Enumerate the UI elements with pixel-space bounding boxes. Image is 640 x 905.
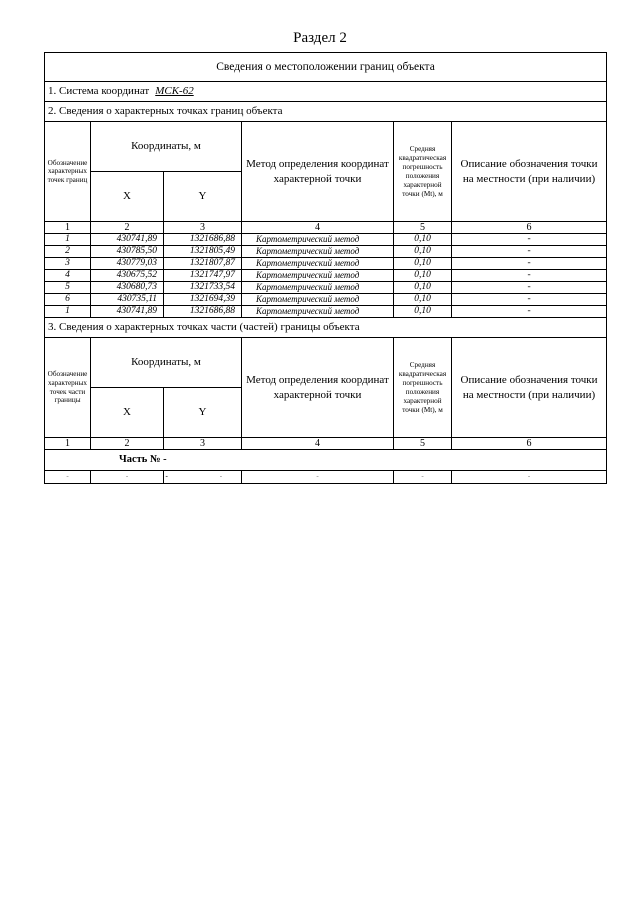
method: Картометрический метод	[242, 258, 394, 270]
column-number: 4	[242, 438, 394, 450]
empty-cell: -	[394, 471, 452, 484]
section2-header-row	[45, 122, 607, 172]
column-number: 5	[394, 222, 452, 234]
coord-x: 430680,73	[91, 282, 164, 294]
section3-col-x: X	[91, 388, 164, 438]
table-row	[45, 234, 607, 246]
description: -	[452, 246, 607, 258]
method: Картометрический метод	[242, 246, 394, 258]
point-number: 1	[45, 234, 91, 246]
empty-cell: -	[45, 471, 91, 484]
section3-title-row	[45, 318, 607, 338]
table-row	[45, 258, 607, 270]
coord-y: 1321805,49	[164, 246, 242, 258]
point-number: 3	[45, 258, 91, 270]
table-row	[45, 246, 607, 258]
coord-x: 430779,03	[91, 258, 164, 270]
coord-system	[45, 82, 607, 102]
section2-column-numbers	[45, 222, 607, 234]
table-title-row	[45, 53, 607, 82]
error-mt: 0,10	[394, 246, 452, 258]
boundary-table	[44, 52, 607, 484]
column-number: 6	[452, 438, 607, 450]
error-mt: 0,10	[394, 258, 452, 270]
section3-col-desc: Описание обозначения точки на местности (при наличии)	[452, 338, 607, 438]
point-number: 5	[45, 282, 91, 294]
column-number: 2	[91, 222, 164, 234]
column-number: 6	[452, 222, 607, 234]
section-heading: Раздел 2	[293, 30, 347, 46]
empty-cell: -	[242, 471, 394, 484]
error-mt: 0,10	[394, 270, 452, 282]
error-mt: 0,10	[394, 234, 452, 246]
coord-x: 430785,50	[91, 246, 164, 258]
coord-y: 1321807,87	[164, 258, 242, 270]
empty-mark: -	[219, 472, 223, 481]
column-number: 3	[164, 222, 242, 234]
section2-col-x: X	[91, 172, 164, 222]
table-row	[45, 294, 607, 306]
empty-cell: -	[452, 471, 607, 484]
coord-x: 430735,11	[91, 294, 164, 306]
section2-col-method: Метод определения координат характерной точки	[242, 122, 394, 222]
section2-col-desc: Описание обозначения точки на местности (при наличии)	[452, 122, 607, 222]
section2-title-row	[45, 102, 607, 122]
coord-x: 430741,89	[91, 306, 164, 318]
section3-col-y: Y	[164, 388, 242, 438]
column-number: 1	[45, 222, 91, 234]
coord-y: 1321694,39	[164, 294, 242, 306]
coord-y: 1321686,88	[164, 234, 242, 246]
column-number: 2	[91, 438, 164, 450]
description: -	[452, 282, 607, 294]
description: -	[452, 294, 607, 306]
empty-cell	[164, 471, 242, 484]
section2-col-y: Y	[164, 172, 242, 222]
table-row	[45, 471, 607, 484]
error-mt: 0,10	[394, 282, 452, 294]
column-number: 4	[242, 222, 394, 234]
section3-column-numbers	[45, 438, 607, 450]
coord-y: 1321733,54	[164, 282, 242, 294]
method: Картометрический метод	[242, 234, 394, 246]
method: Картометрический метод	[242, 282, 394, 294]
method: Картометрический метод	[242, 294, 394, 306]
table-row	[45, 282, 607, 294]
coord-x: 430675,52	[91, 270, 164, 282]
coord-system-value: МСК-62	[155, 85, 194, 98]
table-row	[45, 306, 607, 318]
table-title: Сведения о местоположении границ объекта	[45, 53, 607, 82]
empty-mark: -	[165, 472, 168, 481]
section3-header-row	[45, 338, 607, 388]
coord-y: 1321686,88	[164, 306, 242, 318]
description: -	[452, 270, 607, 282]
point-number: 2	[45, 246, 91, 258]
point-number: 6	[45, 294, 91, 306]
coord-system-label: 1. Система координат	[48, 85, 150, 98]
part-label: Часть № -	[45, 450, 607, 471]
description: -	[452, 234, 607, 246]
section2-col-error: Средняя квадратическая погрешность положения характерной точки (Mt), м	[394, 122, 452, 222]
section2-title: 2. Сведения о характерных точках границ объекта	[45, 102, 607, 122]
part-row	[45, 450, 607, 471]
error-mt: 0,10	[394, 306, 452, 318]
column-number: 3	[164, 438, 242, 450]
section3-title: 3. Сведения о характерных точках части (частей) границы объекта	[45, 318, 607, 338]
empty-cell: -	[91, 471, 164, 484]
section3-col-method: Метод определения координат характерной точки	[242, 338, 394, 438]
description: -	[452, 306, 607, 318]
column-number: 1	[45, 438, 91, 450]
column-number: 5	[394, 438, 452, 450]
section3-col-error: Средняя квадратическая погрешность положения характерной точки (Mt), м	[394, 338, 452, 438]
section3-col-designation: Обозначение характерных точек части границы	[45, 338, 91, 438]
coord-y: 1321747,97	[164, 270, 242, 282]
section2-col-coords: Координаты, м	[91, 122, 242, 172]
point-number: 1	[45, 306, 91, 318]
section2-col-designation: Обозначение характерных точек границ	[45, 122, 91, 222]
coord-system-row	[45, 82, 607, 102]
method: Картометрический метод	[242, 270, 394, 282]
section3-col-coords: Координаты, м	[91, 338, 242, 388]
coord-x: 430741,89	[91, 234, 164, 246]
point-number: 4	[45, 270, 91, 282]
table-row	[45, 270, 607, 282]
error-mt: 0,10	[394, 294, 452, 306]
method: Картометрический метод	[242, 306, 394, 318]
description: -	[452, 258, 607, 270]
